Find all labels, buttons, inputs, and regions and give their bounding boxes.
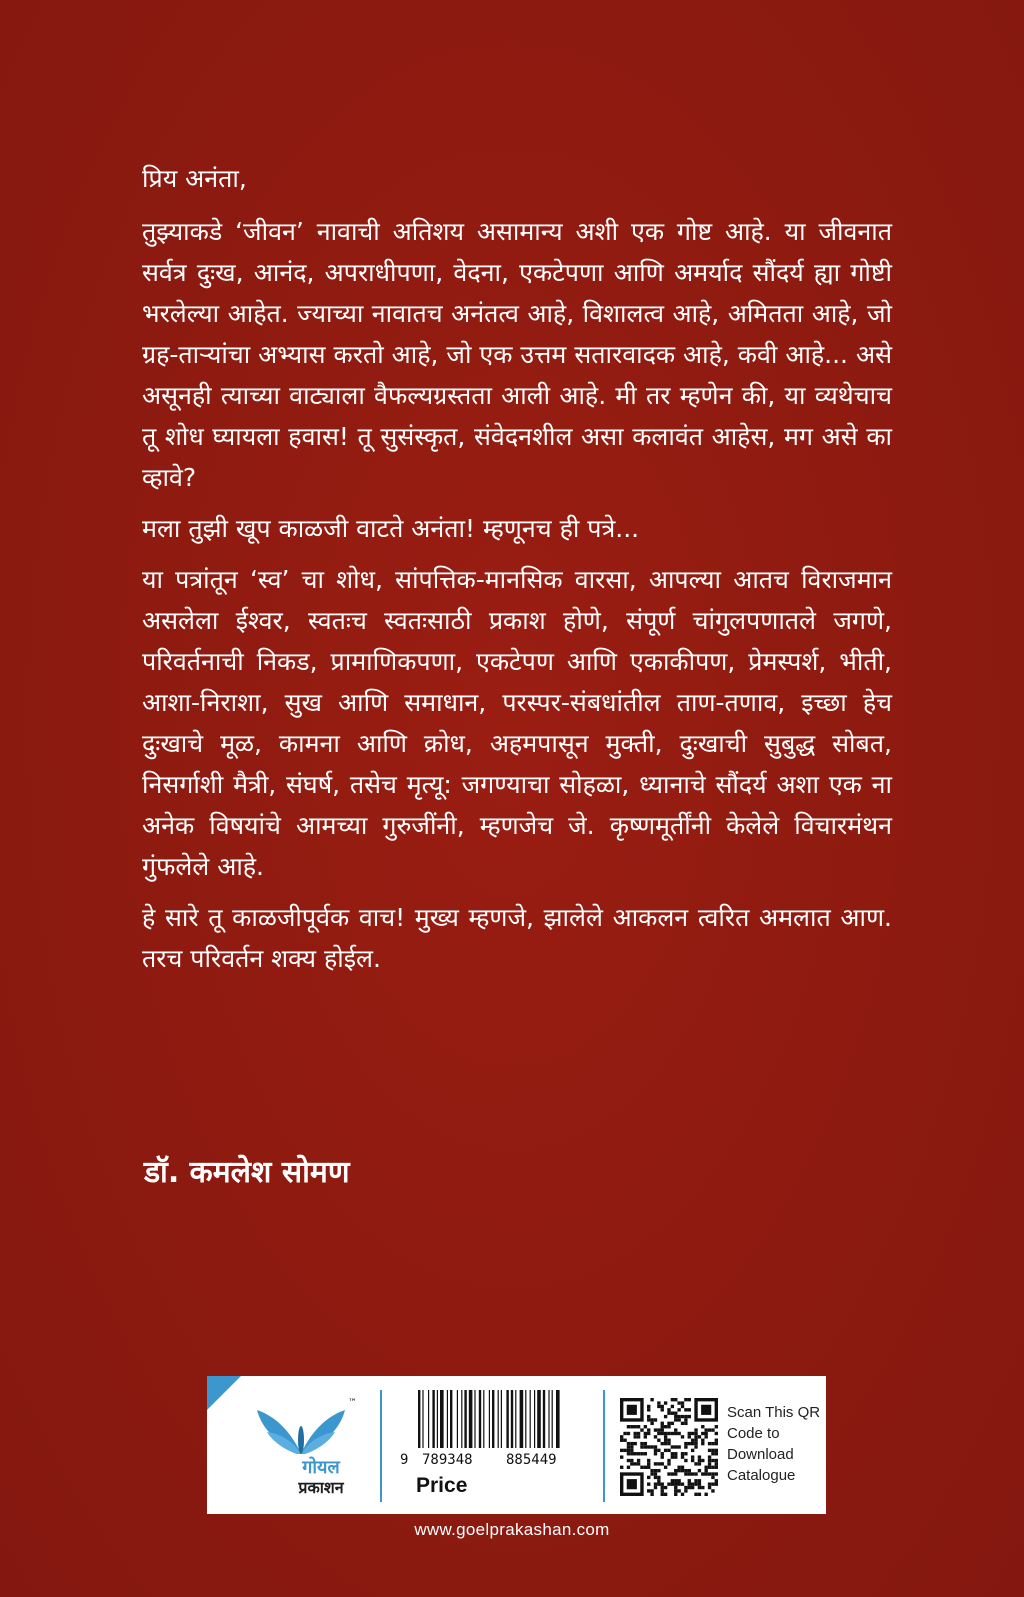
letter-paragraph-3: या पत्रांतून ‘स्व’ चा शोध, सांपत्तिक-मानसिक वारसा, आपल्या आतच विराजमान असलेला ईश्वर, स्वतःच स्वतःसाठी प्रकाश होणे, संपूर्ण चांगुलपणातले जगणे, परिवर्तनाची निकड, प्रामाणिकपणा, एकटेपण आणि एकाकीपण, प्रेमस्पर्श, भीती, आशा-निराशा, सुख आणि समाधान, परस्पर-संबधांतील ताण-तणाव, इच्छा हेच दुःखाचे मूळ, कामना आणि क्रोध, अहमपासून मुक्ती, दुःखाची सुबुद्ध सोबत, निसर्गाशी मैत्री, संघर्ष, तसेच मृत्यू: जगण्याचा सोहळा, ध्यानाचे सौंदर्य अशा एक ना अनेक विषयांचे आमच्या गुरुजींनी, म्हणजेच जे. कृष्णमूर्तींनी केलेले विचारमंथन गुंफलेले आहे. xyxy=(142,565,892,881)
panel-divider-left xyxy=(380,1390,382,1502)
salutation: प्रिय अनंता, xyxy=(142,164,247,193)
publisher-logo xyxy=(231,1396,363,1504)
publisher-info-panel xyxy=(207,1376,826,1514)
trademark-symbol: ™ xyxy=(348,1398,357,1408)
isbn-group-1: 789348 xyxy=(422,1452,473,1468)
letter-paragraph-1: तुझ्याकडे ‘जीवन’ नावाची अतिशय असामान्य अशी एक गोष्ट आहे. या जीवनात सर्वत्र दुःख, आनंद, अपराधीपणा, वेदना, एकटेपणा आणि अमर्याद सौंदर्य ह्या गोष्टी भरलेल्या आहेत. ज्याच्या नावातच अनंतत्व आहे, विशालत्व आहे, अमितता आहे, जो ग्रह-ताऱ्यांचा अभ्यास करतो आहे, जो एक उत्तम सतारवादक आहे, कवी आहे... असे असूनही त्याच्या वाट्याला वैफल्यग्रस्तता आली आहे. मी तर म्हणेन की, या व्यथेचाच तू शोध घ्यायला हवास! तू सुसंस्कृत, संवेदनशील असा कलावंत आहेस, मग असे का व्हावे? xyxy=(142,217,892,492)
isbn-barcode xyxy=(400,1390,600,1500)
publisher-subtitle: प्रकाशन xyxy=(298,1478,344,1497)
isbn-lead-digit: 9 xyxy=(400,1452,409,1468)
publisher-website: www.goelprakashan.com xyxy=(414,1520,610,1539)
letter-paragraph-4: हे सारे तू काळजीपूर्वक वाच! मुख्य म्हणजे, झालेले आकलन त्वरित अमलात आण. तरच परिवर्तन शक्य होईल. xyxy=(142,903,892,973)
barcode-bars xyxy=(406,1390,594,1450)
letter-body xyxy=(142,158,892,989)
author-signature: डॉ. कमलेश सोमण xyxy=(144,1155,350,1190)
publisher-name: गोयल xyxy=(302,1457,340,1478)
butterfly-logo-icon xyxy=(251,1396,351,1458)
qr-code-icon xyxy=(620,1398,718,1496)
price-label: Price xyxy=(416,1474,468,1497)
panel-divider-right xyxy=(603,1390,605,1502)
isbn-group-2: 885449 xyxy=(506,1452,557,1468)
letter-paragraph-2: मला तुझी खूप काळजी वाटते अनंता! म्हणूनच ही पत्रे... xyxy=(142,514,640,543)
qr-caption: Scan This QR Code to Download Catalogue xyxy=(727,1404,821,1484)
